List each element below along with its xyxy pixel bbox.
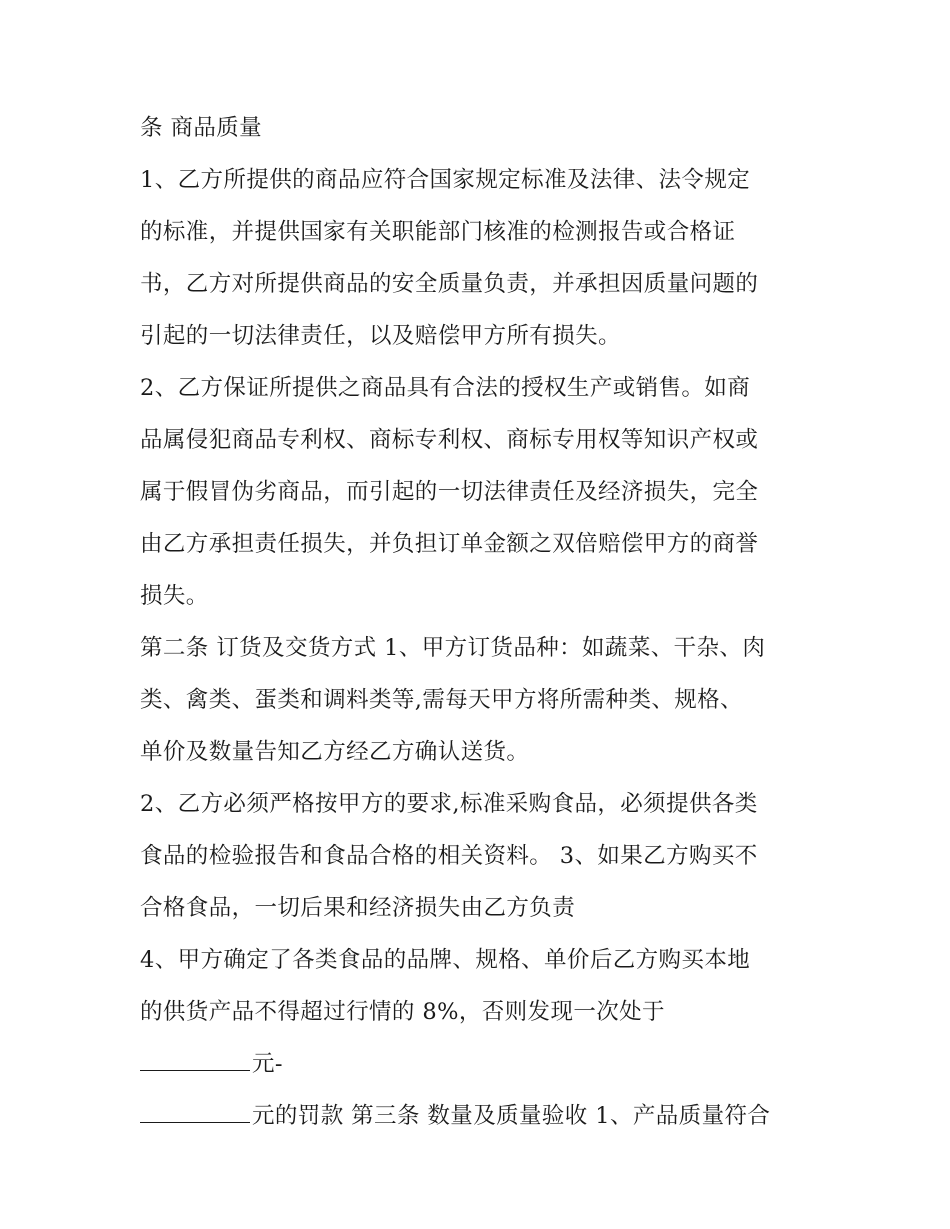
paragraph-line: 类、禽类、蛋类和调料类等,需每天甲方将所需种类、规格、 [140, 687, 743, 713]
paragraph-line: 损失。 [140, 583, 209, 609]
paragraph-line: 2、乙方必须严格按甲方的要求,标准采购食品，必须提供各类 [140, 791, 758, 817]
fill-in-text: 元- [252, 1051, 283, 1077]
fill-in-line [140, 1038, 820, 1090]
paragraph-line: 食品的检验报告和食品合格的相关资料。 3、如果乙方购买不 [140, 843, 758, 869]
fill-in-blank [140, 1042, 250, 1071]
fill-in-line [140, 1090, 820, 1142]
paragraph-line: 书，乙方对所提供商品的安全质量负责，并承担因质量问题的 [140, 271, 759, 297]
paragraph-line: 4、甲方确定了各类食品的品牌、规格、单价后乙方购买本地 [140, 947, 751, 973]
paragraph-line: 2、乙方保证所提供之商品具有合法的授权生产或销售。如商 [140, 375, 751, 401]
paragraph-line: 引起的一切法律责任，以及赔偿甲方所有损失。 [140, 323, 621, 349]
fill-in-text: 元的罚款 第三条 数量及质量验收 1、产品质量符合 [252, 1103, 771, 1129]
document-page [140, 102, 820, 1142]
paragraph-line: 单价及数量告知乙方经乙方确认送货。 [140, 739, 530, 765]
paragraph-line: 品属侵犯商品专利权、商标专利权、商标专用权等知识产权或 [140, 427, 759, 453]
paragraph-line: 合格食品，一切后果和经济损失由乙方负责 [140, 895, 576, 921]
section-heading: 条 商品质量 [140, 115, 263, 141]
paragraph-line: 由乙方承担责任损失，并负担订单金额之双倍赔偿甲方的商誉 [140, 531, 759, 557]
paragraph-line: 第二条 订货及交货方式 1、甲方订货品种：如蔬菜、干杂、肉 [140, 635, 766, 661]
paragraph-line: 属于假冒伪劣商品，而引起的一切法律责任及经济损失，完全 [140, 479, 759, 505]
paragraph-line: 的标准，并提供国家有关职能部门核准的检测报告或合格证 [140, 219, 736, 245]
paragraph-line: 的供货产品不得超过行情的 8%，否则发现一次处于 [140, 999, 665, 1025]
paragraph-line: 1、乙方所提供的商品应符合国家规定标准及法律、法令规定 [140, 167, 751, 193]
fill-in-blank [140, 1094, 250, 1123]
